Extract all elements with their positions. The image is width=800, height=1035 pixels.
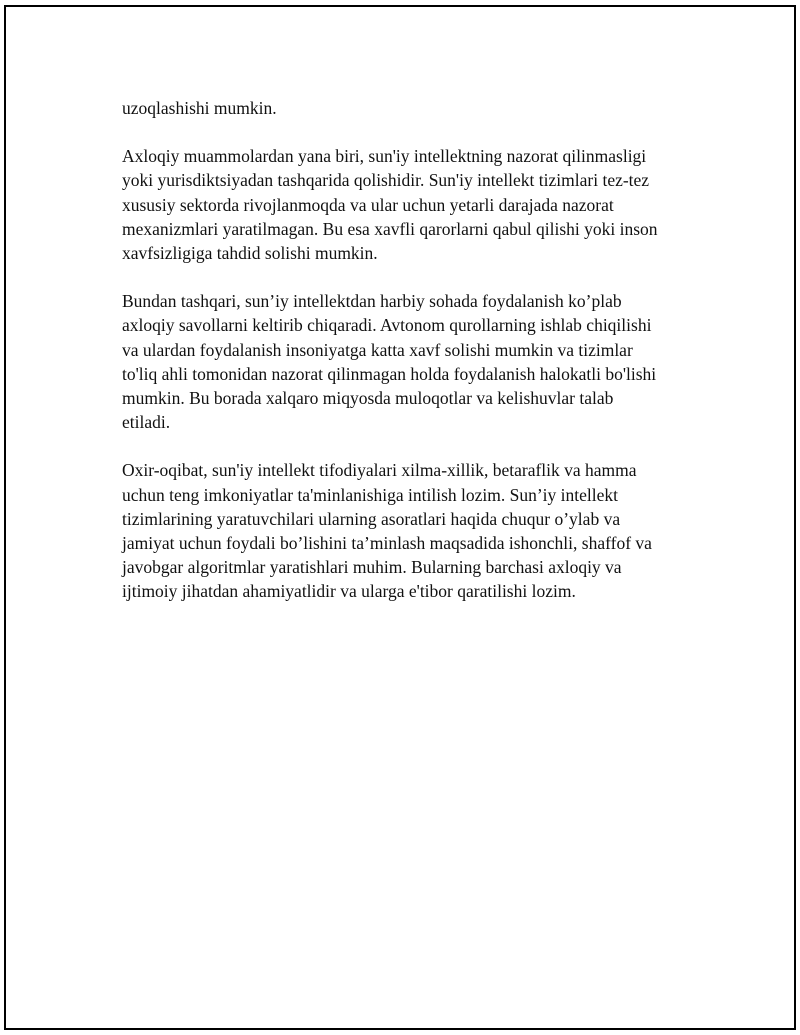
paragraph-conclusion: Oxir-oqibat, sun'iy intellekt tifodiyalari xilma-xillik, betaraflik va hamma uchun teng imkoniyatlar ta'minlanishiga intilish lozim. Sun’iy intellekt tizimlarining yaratuvchilari ularning asoratlari haqida chuqur o’ylab va jamiyat uchun foydali bo’lishini ta’minlash maqsadida ishonchli, shaffof va javobgar algoritmlar yaratishlari muhim. Bularning barchasi axloqiy va ijtimoiy jihatdan ahamiyatlidir va ularga e'tibor qaratilishi lozim. xyxy=(122,460,652,602)
document-body xyxy=(122,96,702,628)
paragraph-continuation: uzoqlashishi mumkin. xyxy=(122,98,277,118)
paragraph-military: Bundan tashqari, sun’iy intellektdan harbiy sohada foydalanish ko’plab axloqiy savollarni keltirib chiqaradi. Avtonom qurollarning ishlab chiqilishi va ulardan foydalanish insoniyatga katta xavf solishi mumkin va tizimlar to'liq ahli tomonidan nazorat qilinmagan holda foydalanish halokatli bo'lishi mumkin. Bu borada xalqaro miqyosda muloqotlar va kelishuvlar talab etiladi. xyxy=(122,291,657,433)
document-page xyxy=(4,5,796,1030)
paragraph-oversight: Axloqiy muammolardan yana biri, sun'iy intellektning nazorat qilinmasligi yoki yurisdiktsiyadan tashqarida qolishidir. Sun'iy intellekt tizimlari tez-tez xususiy sektorda rivojlanmoqda va ular uchun yetarli darajada nazorat mexanizmlari yaratilmagan. Bu esa xavfli qarorlarni qabul qilishi yoki inson xavfsizligiga tahdid solishi mumkin. xyxy=(122,146,658,264)
